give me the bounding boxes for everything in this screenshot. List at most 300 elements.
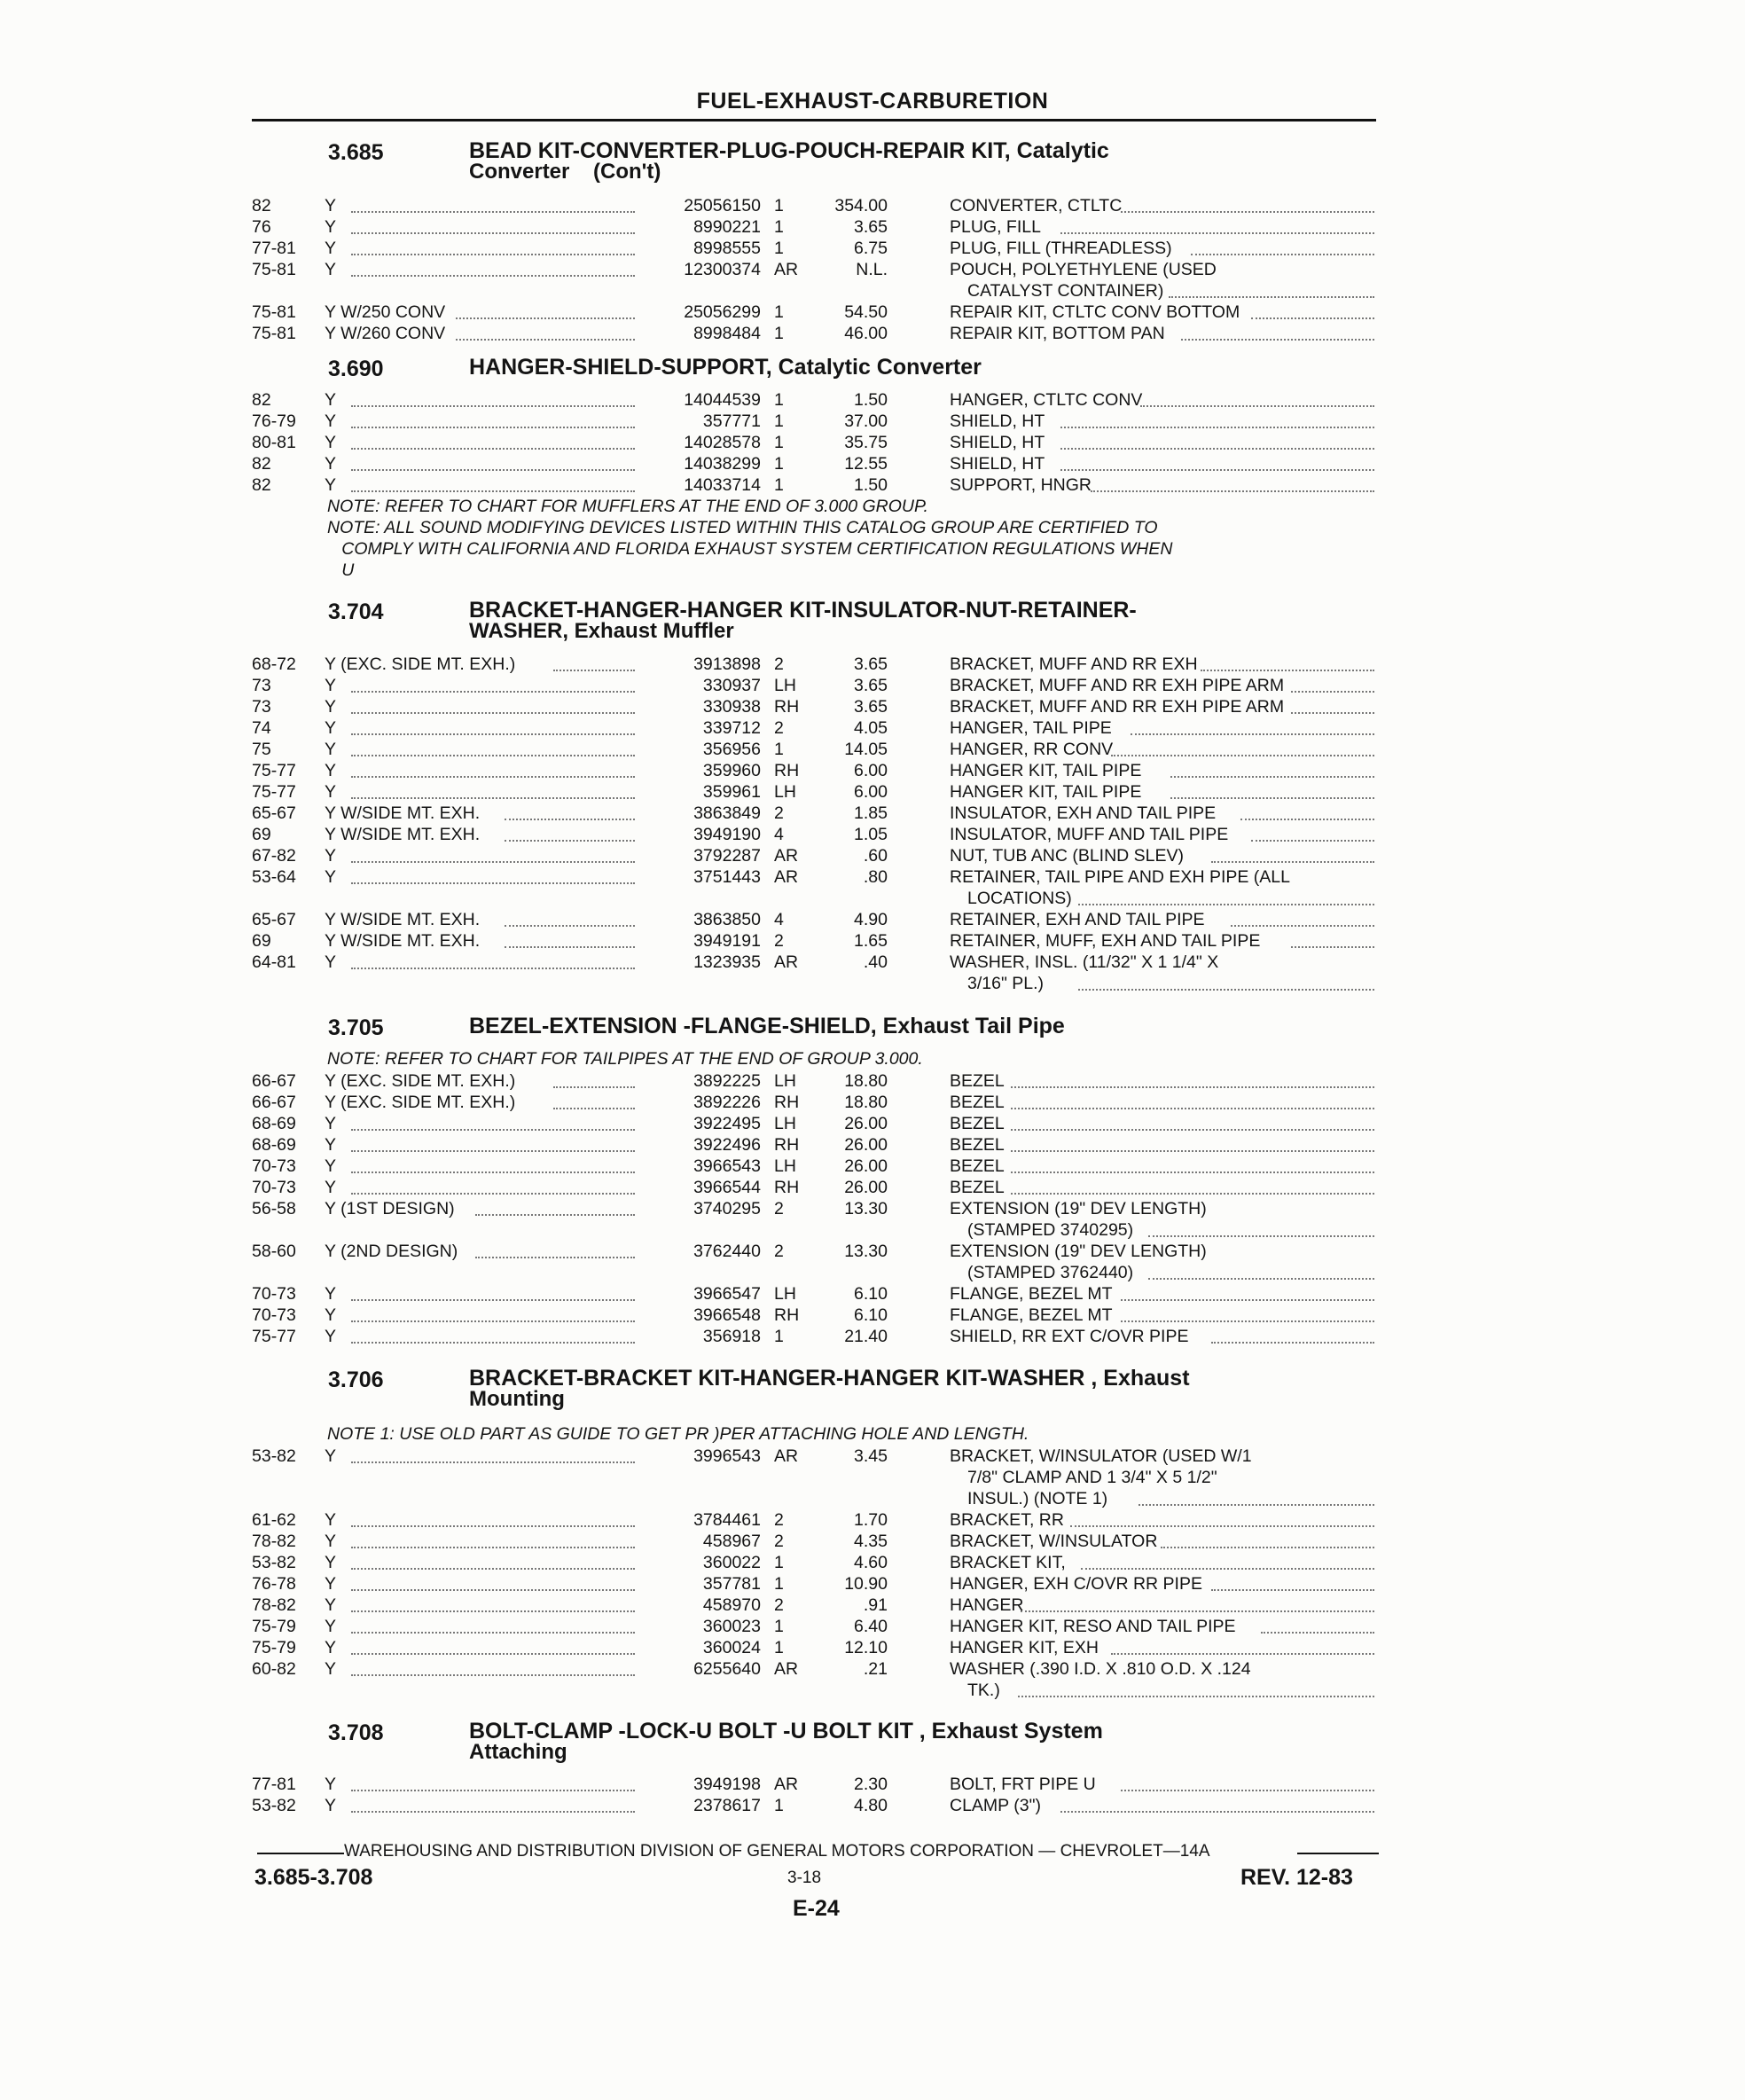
row-quantity: 2 [774,803,784,823]
row-year: 82 [252,454,271,474]
row-description: BRACKET KIT, [950,1553,1066,1572]
row-model: Y (EXC. SIDE MT. EXH.) [325,1071,516,1091]
row-quantity: 2 [774,1199,784,1218]
row-quantity: LH [774,1071,796,1091]
row-quantity: 1 [774,1796,784,1815]
row-description: BEZEL [950,1156,1005,1176]
row-price: 6.00 [854,782,888,802]
row-year: 66-67 [252,1093,296,1112]
row-year: 78-82 [252,1532,296,1551]
model-leader-dots [553,1108,635,1109]
row-part-number: 356956 [702,740,761,759]
row-price: 4.80 [854,1796,888,1815]
row-model: Y [325,1510,337,1530]
row-part-number: 14028578 [684,433,761,452]
section-title: BEZEL-EXTENSION -FLANGE-SHIELD, Exhaust Tail Pipe [469,1014,1065,1038]
row-part-number: 8998555 [693,239,761,258]
description-leader-dots [1078,904,1374,905]
row-quantity: AR [774,1446,799,1466]
description-leader-dots [1011,1086,1375,1088]
row-price: 35.75 [844,433,888,452]
row-part-number: 330938 [702,697,761,717]
row-model: Y [325,1532,337,1551]
row-model: Y W/260 CONV [325,324,446,343]
row-model: Y [325,1284,337,1304]
row-description: EXTENSION (19" DEV LENGTH) [950,1242,1207,1261]
section-title: Mounting [469,1387,565,1411]
section-title: BOLT-CLAMP -LOCK-U BOLT -U BOLT KIT , Exhaust System [469,1719,1103,1743]
description-leader-dots [1078,989,1374,991]
description-leader-dots [1161,1547,1374,1548]
row-part-number: 359960 [702,761,761,780]
row-quantity: 1 [774,411,784,431]
section-title: BRACKET-HANGER-HANGER KIT-INSULATOR-NUT-RETAINER- [469,598,1137,623]
section-title: Attaching [469,1740,567,1764]
row-part-number: 3966543 [693,1156,761,1176]
row-model: Y [325,952,337,972]
row-description: BEZEL [950,1178,1005,1197]
row-part-number: 25056299 [684,302,761,322]
row-quantity: 2 [774,1595,784,1615]
row-description: SUPPORT, HNGR [950,475,1092,495]
section-number: 3.706 [328,1367,384,1392]
row-description: INSULATOR, MUFF AND TAIL PIPE [950,825,1229,844]
row-description: BRACKET, W/INSULATOR (USED W/1 [950,1446,1252,1466]
row-model: Y [325,867,337,887]
model-leader-dots [351,712,635,714]
row-quantity: RH [774,697,800,717]
row-part-number: 14033714 [684,475,761,495]
description-leader-dots [1251,840,1374,842]
description-leader-dots [1251,317,1374,319]
row-year: 80-81 [252,433,296,452]
description-leader-dots [1121,1320,1374,1322]
row-model: Y [325,1553,337,1572]
row-model: Y W/SIDE MT. EXH. [325,910,481,929]
row-model: Y [325,1178,337,1197]
row-model: Y [325,1156,337,1176]
row-description: BRACKET, MUFF AND RR EXH PIPE ARM [950,676,1285,695]
model-leader-dots [351,427,635,428]
row-part-number: 14038299 [684,454,761,474]
footer-revision: REV. 12-83 [1240,1865,1353,1890]
row-part-number: 458967 [702,1532,761,1551]
row-quantity: AR [774,846,799,866]
row-part-number: 356918 [702,1327,761,1346]
row-quantity: LH [774,1156,796,1176]
row-price: 21.40 [844,1327,888,1346]
description-leader-dots [1139,1504,1374,1506]
row-part-number: 14044539 [684,390,761,410]
model-leader-dots [351,797,635,799]
row-description: HANGER [950,1595,1024,1615]
model-leader-dots [351,861,635,863]
row-model: Y W/SIDE MT. EXH. [325,803,481,823]
row-description: RETAINER, MUFF, EXH AND TAIL PIPE [950,931,1261,951]
model-leader-dots [351,490,635,492]
description-leader-dots [1111,1653,1375,1655]
row-part-number: 339712 [702,718,761,738]
row-description: BOLT, FRT PIPE U [950,1775,1096,1794]
row-year: 70-73 [252,1178,296,1197]
row-model: Y [325,411,337,431]
row-quantity: 1 [774,1553,784,1572]
row-year: 64-81 [252,952,296,972]
description-leader-dots [1191,254,1374,255]
row-price: 46.00 [844,324,888,343]
row-model: Y [325,1327,337,1346]
row-description: BEZEL [950,1114,1005,1133]
description-leader-dots [1121,1790,1374,1791]
description-leader-dots [1148,1235,1374,1237]
row-model: Y (EXC. SIDE MT. EXH.) [325,654,516,674]
row-year: 82 [252,475,271,495]
footer-rule-left [257,1853,344,1854]
row-model: Y [325,433,337,452]
row-price: 3.65 [854,697,888,717]
row-description: BEZEL [950,1071,1005,1091]
row-description: BRACKET, MUFF AND RR EXH PIPE ARM [950,697,1285,717]
row-year: 65-67 [252,910,296,929]
section-number: 3.704 [328,599,384,624]
row-description: SHIELD, HT [950,411,1045,431]
row-part-number: 360023 [702,1617,761,1636]
row-price: 6.10 [854,1305,888,1325]
row-quantity: AR [774,1659,799,1679]
model-leader-dots [456,339,635,341]
row-year: 69 [252,931,271,951]
row-price: 4.05 [854,718,888,738]
model-leader-dots [351,755,635,756]
row-description: FLANGE, BEZEL MT [950,1284,1113,1304]
row-quantity: 2 [774,654,784,674]
header-rule [252,119,1376,121]
footer-org: WAREHOUSING AND DISTRIBUTION DIVISION OF GENERAL MOTORS CORPORATION — CHEVROLET—14A [344,1842,1210,1861]
model-leader-dots [351,1568,635,1570]
row-quantity: RH [774,1093,800,1112]
model-leader-dots [351,1171,635,1173]
row-model: Y [325,1446,337,1466]
row-price: 6.75 [854,239,888,258]
description-leader-dots [1011,1171,1375,1173]
row-description: HANGER KIT, TAIL PIPE [950,761,1142,780]
row-quantity: 1 [774,1638,784,1657]
row-year: 70-73 [252,1156,296,1176]
row-quantity: RH [774,1305,800,1325]
row-description: HANGER, TAIL PIPE [950,718,1112,738]
row-price: 3.65 [854,217,888,237]
row-part-number: 357771 [702,411,761,431]
row-description: INSULATOR, EXH AND TAIL PIPE [950,803,1217,823]
row-part-number: 359961 [702,782,761,802]
row-description: BRACKET, RR [950,1510,1064,1530]
row-price: 6.10 [854,1284,888,1304]
row-description: BEZEL [950,1093,1005,1112]
section-number: 3.705 [328,1015,384,1040]
section-title: BEAD KIT-CONVERTER-PLUG-POUCH-REPAIR KIT, Catalytic [469,138,1109,163]
row-year: 75-77 [252,782,296,802]
row-price: 12.55 [844,454,888,474]
row-quantity: 1 [774,1617,784,1636]
row-model: Y [325,761,337,780]
row-quantity: 1 [774,302,784,322]
section-note: NOTE: REFER TO CHART FOR MUFFLERS AT THE END OF 3.000 GROUP. [327,497,928,516]
description-leader-dots [1111,755,1375,756]
description-leader-dots [1060,448,1374,450]
row-model: Y [325,196,337,215]
row-year: 77-81 [252,239,296,258]
description-leader-dots [1018,1696,1374,1697]
description-leader-dots [1081,1568,1374,1570]
row-year: 67-82 [252,846,296,866]
description-leader-dots [1291,691,1374,693]
row-quantity: 1 [774,1574,784,1594]
model-leader-dots [351,1632,635,1634]
model-leader-dots [351,469,635,471]
row-part-number: 3762440 [693,1242,761,1261]
description-leader-dots [1211,861,1375,863]
description-leader-dots [1231,925,1374,927]
row-quantity: 2 [774,1510,784,1530]
row-description: PLUG, FILL (THREADLESS) [950,239,1172,258]
model-leader-dots [351,1547,635,1548]
row-quantity: 1 [774,239,784,258]
description-leader-dots [1091,490,1374,492]
row-quantity: 1 [774,324,784,343]
description-leader-dots [1070,1525,1374,1527]
row-year: 56-58 [252,1199,296,1218]
row-year: 69 [252,825,271,844]
row-quantity: 1 [774,196,784,215]
row-part-number: 8998484 [693,324,761,343]
row-model: Y [325,1659,337,1679]
row-description: SHIELD, HT [950,454,1045,474]
model-leader-dots [351,1674,635,1676]
row-part-number: 25056150 [684,196,761,215]
row-model: Y [325,1775,337,1794]
row-year: 53-64 [252,867,296,887]
row-description: CLAMP (3") [950,1796,1042,1815]
row-model: Y [325,1135,337,1155]
row-description: FLANGE, BEZEL MT [950,1305,1113,1325]
row-price: .60 [863,846,888,866]
row-model: Y [325,475,337,495]
row-price: 6.40 [854,1617,888,1636]
row-description: CONVERTER, CTLTC [950,196,1123,215]
row-year: 68-72 [252,654,296,674]
row-price: 1.50 [854,475,888,495]
row-year: 70-73 [252,1305,296,1325]
footer-e-page: E-24 [793,1896,840,1921]
row-quantity: 1 [774,740,784,759]
row-model: Y [325,1796,337,1815]
row-part-number: 3863849 [693,803,761,823]
row-year: 66-67 [252,1071,296,1091]
description-leader-dots [1170,776,1374,778]
row-part-number: 3966548 [693,1305,761,1325]
row-model: Y [325,1617,337,1636]
row-part-number: 360024 [702,1638,761,1657]
row-quantity: 1 [774,1327,784,1346]
description-leader-dots [1011,1150,1375,1152]
row-year: 73 [252,676,271,695]
model-leader-dots [351,1193,635,1195]
row-model: Y [325,697,337,717]
model-leader-dots [456,317,635,319]
model-leader-dots [351,1790,635,1791]
row-year: 60-82 [252,1659,296,1679]
description-leader-dots [1291,712,1374,714]
row-part-number: 3751443 [693,867,761,887]
model-leader-dots [351,1320,635,1322]
row-year: 68-69 [252,1114,296,1133]
row-model: Y [325,1114,337,1133]
row-model: Y [325,718,337,738]
row-model: Y [325,1638,337,1657]
row-price: 4.60 [854,1553,888,1572]
model-leader-dots [553,1086,635,1088]
row-description: LOCATIONS) [967,889,1072,908]
section-title: Converter (Con't) [469,160,661,184]
model-leader-dots [351,254,635,255]
row-model: Y [325,676,337,695]
row-part-number: 3996543 [693,1446,761,1466]
row-description: HANGER KIT, EXH [950,1638,1099,1657]
row-price: 1.65 [854,931,888,951]
row-model: Y W/250 CONV [325,302,446,322]
row-price: 54.50 [844,302,888,322]
row-quantity: AR [774,1775,799,1794]
row-part-number: 3966544 [693,1178,761,1197]
row-model: Y (1ST DESIGN) [325,1199,455,1218]
row-year: 75-81 [252,324,296,343]
description-leader-dots [1201,670,1374,671]
row-part-number: 360022 [702,1553,761,1572]
row-quantity: 1 [774,433,784,452]
row-year: 68-69 [252,1135,296,1155]
row-price: 3.65 [854,676,888,695]
row-description: WASHER (.390 I.D. X .810 O.D. X .124 [950,1659,1251,1679]
row-price: .40 [863,952,888,972]
row-part-number: 3892225 [693,1071,761,1091]
model-leader-dots [351,1525,635,1527]
row-quantity: AR [774,952,799,972]
model-leader-dots [351,1299,635,1301]
row-description: BRACKET, MUFF AND RR EXH [950,654,1198,674]
model-leader-dots [351,1811,635,1813]
row-year: 78-82 [252,1595,296,1615]
model-leader-dots [351,882,635,884]
description-leader-dots [1060,232,1374,234]
row-year: 75-79 [252,1617,296,1636]
description-leader-dots [1211,1589,1375,1591]
row-price: 18.80 [844,1071,888,1091]
row-year: 65-67 [252,803,296,823]
section-note: NOTE: ALL SOUND MODIFYING DEVICES LISTED WITHIN THIS CATALOG GROUP ARE CERTIFIED TO [327,518,1158,537]
model-leader-dots [351,275,635,277]
row-description: INSUL.) (NOTE 1) [967,1489,1108,1508]
row-quantity: RH [774,761,800,780]
row-model: Y W/SIDE MT. EXH. [325,825,481,844]
row-quantity: 2 [774,931,784,951]
row-year: 70-73 [252,1284,296,1304]
row-description: HANGER, RR CONV [950,740,1114,759]
row-part-number: 3792287 [693,846,761,866]
row-description: CATALYST CONTAINER) [967,281,1164,301]
model-leader-dots [351,1653,635,1655]
row-year: 75-79 [252,1638,296,1657]
section-note: U [327,560,355,580]
row-quantity: 1 [774,390,784,410]
row-part-number: 8990221 [693,217,761,237]
row-year: 75-77 [252,761,296,780]
row-price: 4.35 [854,1532,888,1551]
row-description: POUCH, POLYETHYLENE (USED [950,260,1217,279]
description-leader-dots [1169,296,1374,298]
row-model: Y [325,846,337,866]
row-quantity: 2 [774,1242,784,1261]
row-part-number: 3949191 [693,931,761,951]
description-leader-dots [1121,211,1374,213]
model-leader-dots [351,405,635,407]
row-description: WASHER, INSL. (11/32" X 1 1/4" X [950,952,1219,972]
row-price: .91 [863,1595,888,1615]
model-leader-dots [505,925,635,927]
row-part-number: 3949198 [693,1775,761,1794]
description-leader-dots [1170,797,1374,799]
row-price: 1.70 [854,1510,888,1530]
model-leader-dots [351,776,635,778]
row-quantity: 4 [774,825,784,844]
description-leader-dots [1060,427,1374,428]
row-quantity: AR [774,260,799,279]
description-leader-dots [1148,1278,1374,1280]
row-price: 26.00 [844,1135,888,1155]
row-part-number: 458970 [702,1595,761,1615]
row-quantity: 2 [774,718,784,738]
row-part-number: 3740295 [693,1199,761,1218]
row-description: BEZEL [950,1135,1005,1155]
row-year: 53-82 [252,1796,296,1815]
model-leader-dots [351,232,635,234]
row-price: 4.90 [854,910,888,929]
row-model: Y [325,1305,337,1325]
description-leader-dots [1011,1108,1375,1109]
model-leader-dots [505,840,635,842]
description-leader-dots [1060,1811,1374,1813]
row-description: PLUG, FILL [950,217,1041,237]
description-leader-dots [1011,1193,1375,1195]
row-year: 76 [252,217,271,237]
row-year: 75-81 [252,302,296,322]
row-description: HANGER KIT, TAIL PIPE [950,782,1142,802]
model-leader-dots [351,211,635,213]
model-leader-dots [351,1129,635,1131]
model-leader-dots [475,1257,635,1258]
model-leader-dots [351,733,635,735]
section-number: 3.690 [328,357,384,381]
model-leader-dots [351,448,635,450]
model-leader-dots [351,1589,635,1591]
row-year: 76-79 [252,411,296,431]
description-leader-dots [1131,733,1374,735]
row-description: HANGER KIT, RESO AND TAIL PIPE [950,1617,1236,1636]
row-description: HANGER, CTLTC CONV [950,390,1143,410]
row-year: 61-62 [252,1510,296,1530]
row-price: 1.05 [854,825,888,844]
row-price: 1.85 [854,803,888,823]
row-model: Y [325,740,337,759]
